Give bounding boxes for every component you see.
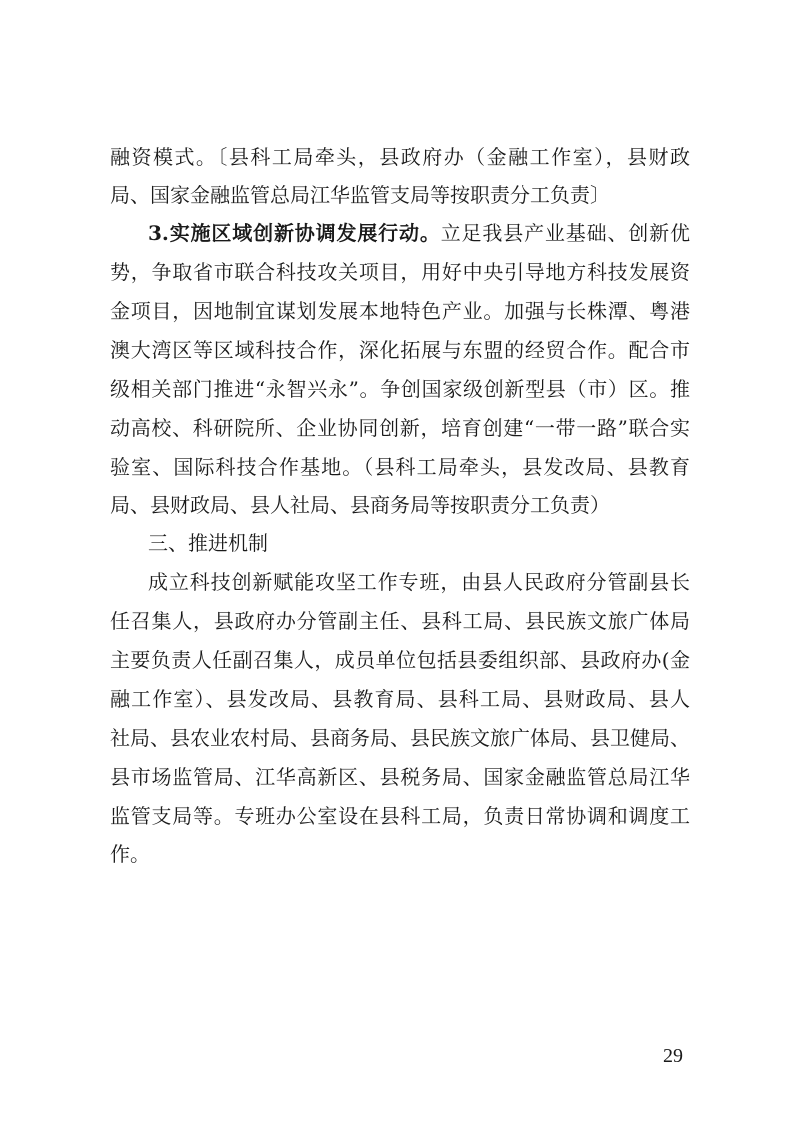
paragraph-line: 县市场监管局、江华高新区、县税务局、国家金融监管总局江华	[110, 765, 690, 789]
paragraph-line: 澳大湾区等区域科技合作，深化拓展与东盟的经贸合作。配合市	[110, 338, 690, 362]
paragraph-line: 融资模式。〔县科工局牵头，县政府办（金融工作室），县财政	[110, 145, 690, 169]
paragraph-line: 作。	[110, 842, 150, 866]
section-heading: 三、推进机制	[148, 531, 268, 555]
paragraph-line: 任召集人，县政府办分管副主任、县科工局、县民族文旅广体局	[110, 609, 690, 633]
paragraph-line: 局、国家金融监管总局江华监管支局等按职责分工负责〕	[110, 183, 610, 207]
paragraph-line: 主要负责人任副召集人，成员单位包括县委组织部、县政府办(金	[110, 648, 690, 672]
paragraph-line: 社局、县农业农村局、县商务局、县民族文旅广体局、县卫健局、	[110, 726, 690, 750]
paragraph-line: 局、县财政局、县人社局、县商务局等按职责分工负责）	[110, 493, 610, 517]
item-title: 3.实施区域创新协调发展行动。	[148, 221, 441, 245]
paragraph-line: 融工作室）、县发改局、县教育局、县科工局、县财政局、县人	[110, 687, 690, 711]
paragraph-line: 势，争取省市联合科技攻关项目，用好中央引导地方科技发展资	[110, 260, 690, 284]
paragraph-line: 级相关部门推进“永智兴永”。争创国家级创新型县（市）区。推	[110, 377, 690, 401]
paragraph-text: 立足我县产业基础、创新优	[440, 221, 690, 245]
paragraph-first-line: 成立科技创新赋能攻坚工作专班，由县人民政府分管副县长	[148, 570, 690, 594]
paragraph-first-line	[148, 219, 690, 247]
paragraph-line: 监管支局等。专班办公室设在县科工局，负责日常协调和调度工	[110, 804, 690, 828]
paragraph-line: 动高校、科研院所、企业协同创新，培育创建“一带一路”联合实	[110, 416, 690, 440]
page-number: 29	[663, 1045, 683, 1067]
paragraph-line: 验室、国际科技合作基地。（县科工局牵头，县发改局、县教育	[110, 455, 690, 479]
paragraph-line: 金项目，因地制宜谋划发展本地特色产业。加强与长株潭、粤港	[110, 299, 690, 323]
